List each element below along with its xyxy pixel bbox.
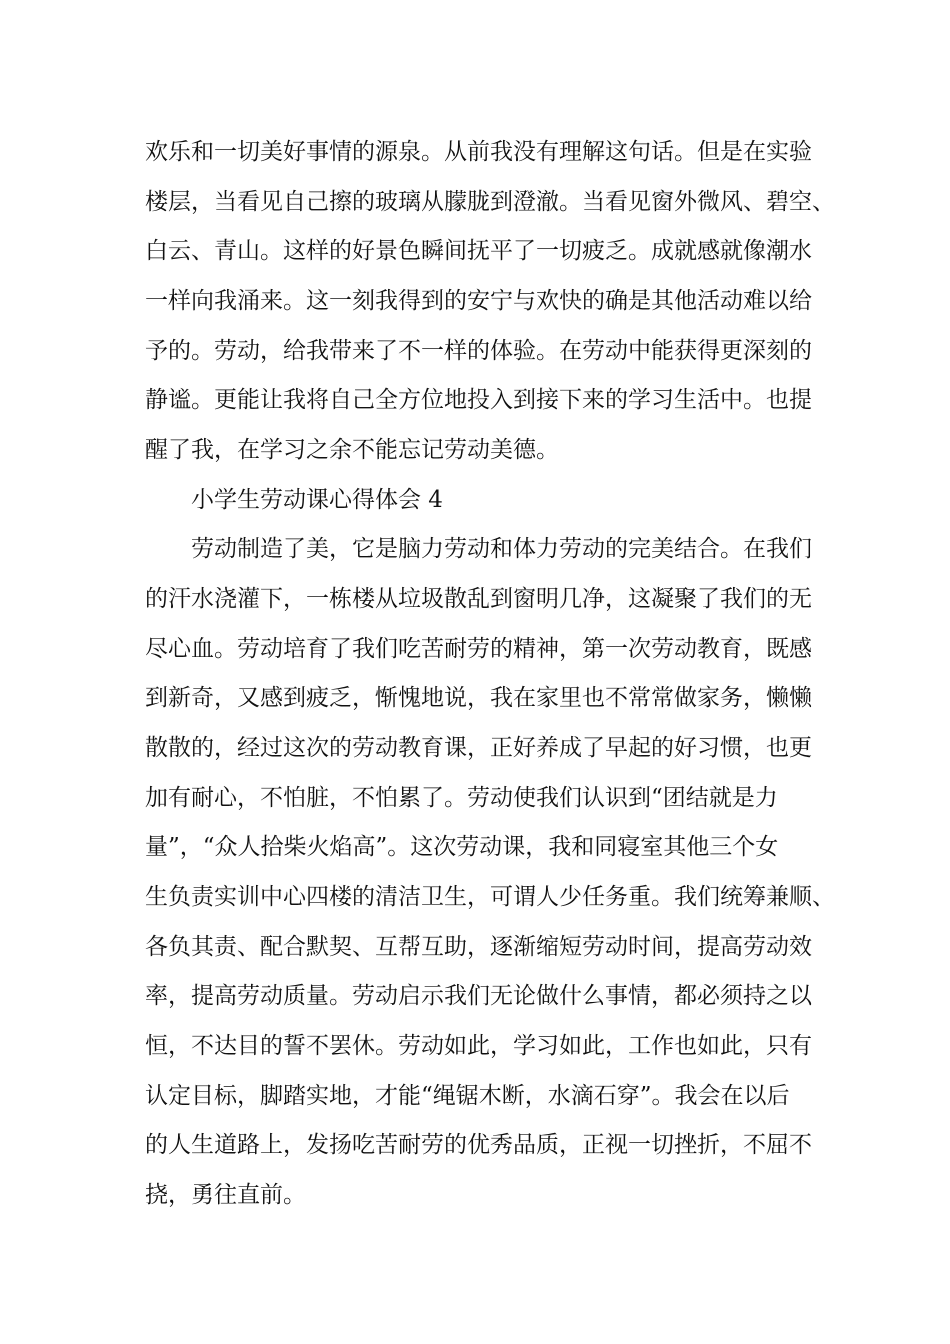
paragraph-line: 醒了我，在学习之余不能忘记劳动美德。	[145, 437, 559, 463]
paragraph-line: 率，提高劳动质量。劳动启示我们无论做什么事情，都必须持之以	[145, 983, 812, 1009]
paragraph-line: 白云、青山。这样的好景色瞬间抚平了一切疲乏。成就感就像潮水	[145, 238, 812, 264]
paragraph-line: 量”，“众人拾柴火焰高”。这次劳动课，我和同寝室其他三个女	[145, 834, 779, 860]
paragraph-line: 散散的，经过这次的劳动教育课，正好养成了早起的好习惯，也更	[145, 735, 812, 761]
paragraph-line: 尽心血。劳动培育了我们吃苦耐劳的精神，第一次劳动教育，既感	[145, 636, 812, 662]
paragraph-line: 认定目标，脚踏实地，才能“绳锯木断，水滴石穿”。我会在以后	[145, 1083, 790, 1109]
paragraph-line: 挠，勇往直前。	[145, 1182, 306, 1208]
paragraph-line: 劳动制造了美，它是脑力劳动和体力劳动的完美结合。在我们	[191, 536, 812, 562]
section-heading: 小学生劳动课心得体会 4	[191, 487, 443, 513]
paragraph-line: 静谧。更能让我将自己全方位地投入到接下来的学习生活中。也提	[145, 387, 812, 413]
paragraph-line: 楼层，当看见自己擦的玻璃从朦胧到澄澈。当看见窗外微风、碧空、	[145, 189, 835, 215]
paragraph-line: 一样向我涌来。这一刻我得到的安宁与欢快的确是其他活动难以给	[145, 288, 812, 314]
paragraph-line: 欢乐和一切美好事情的源泉。从前我没有理解这句话。但是在实验	[145, 139, 812, 165]
paragraph-line: 加有耐心，不怕脏，不怕累了。劳动使我们认识到“团结就是力	[145, 785, 778, 811]
paragraph-line: 的汗水浇灌下，一栋楼从垃圾散乱到窗明几净，这凝聚了我们的无	[145, 586, 812, 612]
paragraph-line: 的人生道路上，发扬吃苦耐劳的优秀品质，正视一切挫折，不屈不	[145, 1132, 812, 1158]
paragraph-line: 恒，不达目的誓不罢休。劳动如此，学习如此，工作也如此，只有	[145, 1033, 812, 1059]
paragraph-line: 生负责实训中心四楼的清洁卫生，可谓人少任务重。我们统筹兼顺、	[145, 884, 835, 910]
paragraph-line: 予的。劳动，给我带来了不一样的体验。在劳动中能获得更深刻的	[145, 338, 812, 364]
paragraph-line: 到新奇，又感到疲乏，惭愧地说，我在家里也不常常做家务，懒懒	[145, 685, 812, 711]
paragraph-line: 各负其责、配合默契、互帮互助，逐渐缩短劳动时间，提高劳动效	[145, 934, 812, 960]
